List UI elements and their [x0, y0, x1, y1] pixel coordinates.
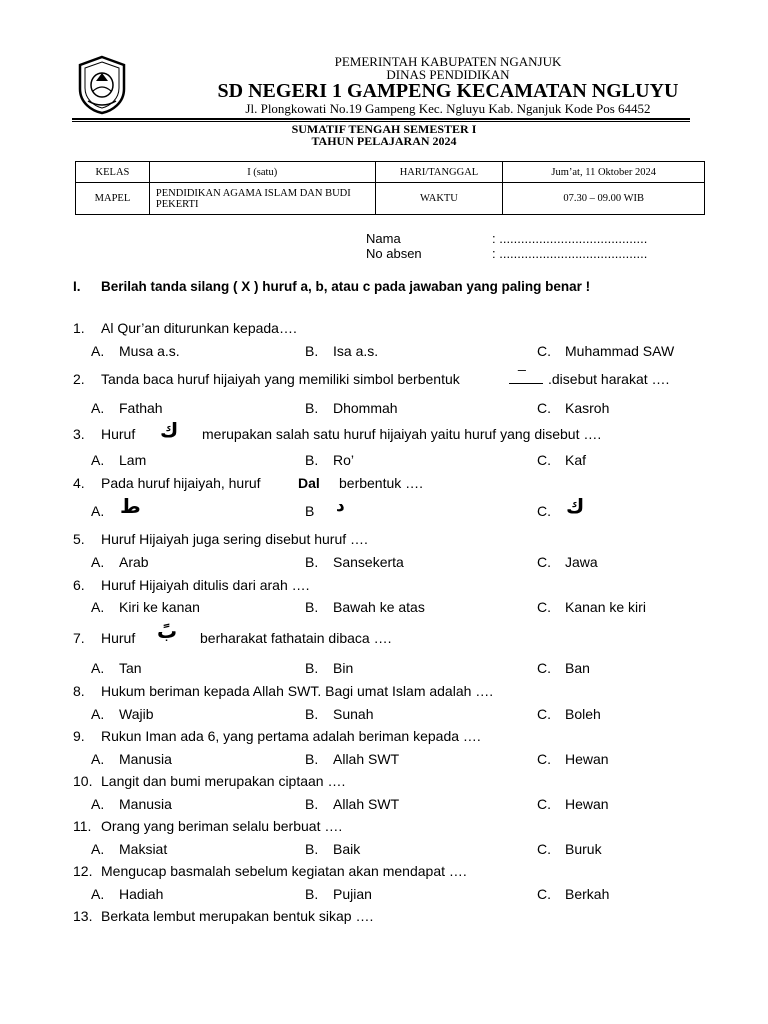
option-letter-c: C.: [537, 503, 551, 519]
waktu-value: 07.30 – 09.00 WIB: [503, 183, 705, 215]
exam-info-table: [75, 161, 705, 215]
question-text-pre: Huruf: [101, 426, 136, 442]
option-b[interactable]: Bawah ke atas: [333, 599, 425, 615]
option-letter-b: B.: [305, 599, 319, 615]
option-c-letter[interactable]: ك: [566, 494, 585, 518]
option-a[interactable]: Arab: [119, 554, 149, 570]
option-letter-b: B.: [305, 452, 319, 468]
nama-label: Nama: [366, 231, 401, 246]
kelas-label: KELAS: [76, 162, 150, 183]
option-b[interactable]: Bin: [333, 660, 354, 676]
option-letter-c: C.: [537, 452, 551, 468]
option-c[interactable]: Hewan: [565, 796, 609, 812]
option-letter-a: A.: [91, 343, 105, 359]
question-number: 5.: [73, 531, 85, 547]
option-letter-a: A.: [91, 886, 105, 902]
question-number: 13.: [73, 908, 93, 924]
question-text: Huruf Hijaiyah juga sering disebut huruf ….: [101, 531, 368, 547]
school-address: Jl. Plongkowati No.19 Gampeng Kec. Ngluyu Kab. Nganjuk Kode Pos 64452: [245, 101, 651, 116]
question-number: 9.: [73, 728, 85, 744]
header-divider-thick: [72, 118, 690, 120]
option-c[interactable]: Kasroh: [565, 400, 610, 416]
option-a[interactable]: Fathah: [119, 400, 163, 416]
absen-label: No absen: [366, 246, 422, 261]
option-c[interactable]: Jawa: [565, 554, 598, 570]
option-a-letter[interactable]: ط: [120, 494, 141, 518]
kaf-letter: ك: [160, 418, 179, 442]
option-letter-a: A.: [91, 452, 105, 468]
option-letter-c: C.: [537, 660, 551, 676]
question-number: 12.: [73, 863, 93, 879]
question-number: 8.: [73, 683, 85, 699]
option-a[interactable]: Wajib: [119, 706, 154, 722]
option-letter-a: A.: [91, 706, 105, 722]
option-letter-c: C.: [537, 706, 551, 722]
option-letter-c: C.: [537, 554, 551, 570]
option-letter-a: A.: [91, 796, 105, 812]
option-a[interactable]: Manusia: [119, 751, 172, 767]
option-a[interactable]: Musa a.s.: [119, 343, 180, 359]
option-letter-b: B.: [305, 554, 319, 570]
option-letter-a: A.: [91, 503, 105, 519]
option-letter-c: C.: [537, 400, 551, 416]
exam-title: SUMATIF TENGAH SEMESTER I: [291, 122, 477, 136]
mapel-value: PENDIDIKAN AGAMA ISLAM DAN BUDI PEKERTI: [149, 183, 375, 215]
section-instruction: Berilah tanda silang ( X ) huruf a, b, atau c pada jawaban yang paling benar !: [101, 279, 591, 294]
question-text: Huruf Hijaiyah ditulis dari arah ….: [101, 577, 310, 593]
option-letter-c: C.: [537, 841, 551, 857]
option-c[interactable]: Muhammad SAW: [565, 343, 675, 359]
option-b[interactable]: Allah SWT: [333, 751, 400, 767]
nama-field[interactable]: : .........................................: [492, 231, 648, 246]
department-line: DINAS PENDIDIKAN: [386, 67, 510, 82]
option-letter-c: C.: [537, 886, 551, 902]
question-text-post: berbentuk ….: [339, 475, 424, 491]
option-b[interactable]: Dhommah: [333, 400, 398, 416]
kelas-value: I (satu): [149, 162, 375, 183]
option-letter-b: B.: [305, 796, 319, 812]
option-letter-b: B.: [305, 343, 319, 359]
question-number: 2.: [73, 371, 85, 387]
option-a[interactable]: Kiri ke kanan: [119, 599, 200, 615]
option-c[interactable]: Ban: [565, 660, 590, 676]
question-text-pre: Huruf: [101, 630, 136, 646]
option-letter-b: B.: [305, 886, 319, 902]
option-letter-b: B.: [305, 706, 319, 722]
hari-label: HARI/TANGGAL: [375, 162, 503, 183]
absen-field[interactable]: : .........................................: [492, 246, 648, 261]
option-a[interactable]: Hadiah: [119, 886, 164, 902]
option-b[interactable]: Ro’: [333, 452, 355, 468]
option-b[interactable]: Allah SWT: [333, 796, 400, 812]
option-c[interactable]: Berkah: [565, 886, 610, 902]
option-letter-b: B.: [305, 841, 319, 857]
question-number: 1.: [73, 320, 85, 336]
question-text-post: merupakan salah satu huruf hijaiyah yaitu huruf yang disebut ….: [202, 426, 602, 442]
option-c[interactable]: Kaf: [565, 452, 587, 468]
option-b-letter[interactable]: د: [336, 496, 345, 516]
section-number: I.: [73, 279, 81, 294]
option-letter-a: A.: [91, 599, 105, 615]
question-text-pre: Pada huruf hijaiyah, huruf: [101, 475, 261, 491]
option-letter-c: C.: [537, 599, 551, 615]
option-a[interactable]: Tan: [119, 660, 142, 676]
question-text: Mengucap basmalah sebelum kegiatan akan mendapat ….: [101, 863, 467, 879]
question-text: Berkata lembut merupakan bentuk sikap ….: [101, 908, 374, 924]
hari-value: Jum’at, 11 Oktober 2024: [503, 162, 705, 183]
question-text: Rukun Iman ada 6, yang pertama adalah beriman kepada ….: [101, 728, 481, 744]
option-letter-c: C.: [537, 751, 551, 767]
government-line: PEMERINTAH KABUPATEN NGANJUK: [334, 54, 562, 69]
waktu-label: WAKTU: [375, 183, 503, 215]
option-letter-b-plain: B: [305, 503, 315, 519]
option-b[interactable]: Sansekerta: [333, 554, 404, 570]
option-letter-a: A.: [91, 554, 105, 570]
option-letter-a: A.: [91, 400, 105, 416]
option-b[interactable]: Baik: [333, 841, 361, 857]
option-letter-a: A.: [91, 841, 105, 857]
fathah-symbol: _: [518, 355, 526, 371]
option-a[interactable]: Manusia: [119, 796, 172, 812]
question-text-post: .disebut harakat ….: [548, 371, 670, 387]
question-text: Al Qur’an diturunkan kepada….: [101, 320, 297, 336]
option-c[interactable]: Kanan ke kiri: [565, 599, 646, 615]
question-number: 6.: [73, 577, 85, 593]
mapel-label: MAPEL: [76, 183, 150, 215]
dal-word: Dal: [298, 475, 320, 491]
option-letter-b: B.: [305, 400, 319, 416]
question-text-post: berharakat fathatain dibaca ….: [200, 630, 392, 646]
option-c[interactable]: Boleh: [565, 706, 601, 722]
option-letter-b: B.: [305, 751, 319, 767]
option-letter-a: A.: [91, 751, 105, 767]
academic-year: TAHUN PELAJARAN 2024: [311, 134, 457, 148]
option-a[interactable]: Lam: [119, 452, 147, 468]
option-letter-b: B.: [305, 660, 319, 676]
option-c[interactable]: Hewan: [565, 751, 609, 767]
option-letter-c: C.: [537, 343, 551, 359]
ba-fathatain-letter: بً: [157, 619, 178, 643]
option-a[interactable]: Maksiat: [119, 841, 168, 857]
question-number: 3.: [73, 426, 85, 442]
question-number: 4.: [73, 475, 85, 491]
school-name: SD NEGERI 1 GAMPENG KECAMATAN NGLUYU: [217, 80, 679, 102]
question-text: Hukum beriman kepada Allah SWT. Bagi umat Islam adalah ….: [101, 683, 494, 699]
question-text: Orang yang beriman selalu berbuat ….: [101, 818, 343, 834]
option-b[interactable]: Sunah: [333, 706, 374, 722]
question-text-pre: Tanda baca huruf hijaiyah yang memiliki simbol berbentuk: [101, 371, 460, 387]
option-c[interactable]: Buruk: [565, 841, 602, 857]
option-b[interactable]: Pujian: [333, 886, 372, 902]
blank-line: [509, 383, 543, 384]
regency-logo: [76, 55, 128, 115]
question-number: 10.: [73, 773, 93, 789]
question-number: 11.: [73, 818, 92, 834]
question-text: Langit dan bumi merupakan ciptaan ….: [101, 773, 346, 789]
option-letter-a: A.: [91, 660, 105, 676]
question-number: 7.: [73, 630, 85, 646]
option-b[interactable]: Isa a.s.: [333, 343, 379, 359]
option-letter-c: C.: [537, 796, 551, 812]
